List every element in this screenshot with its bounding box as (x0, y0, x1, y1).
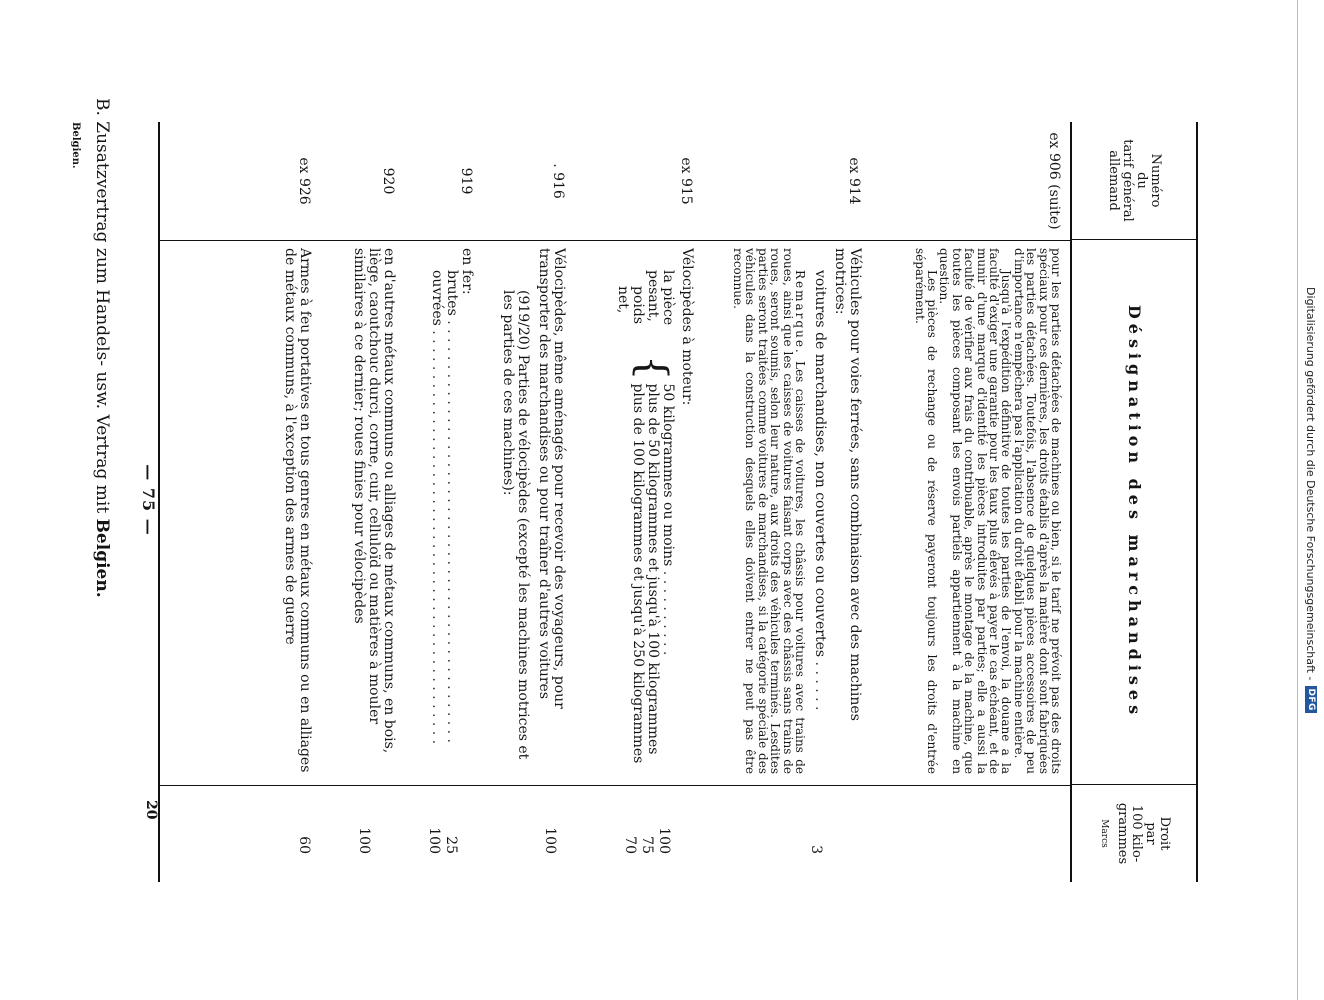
duty-values (425, 785, 459, 882)
item-title: en fer: (459, 248, 475, 295)
item-title: Véhicules pour voies ferrées, sans combinaison avec des machines motrices: (832, 248, 863, 721)
item-label: 50 kilogrammes ou moins (660, 383, 676, 567)
signature-mark: 20 (143, 800, 159, 820)
paragraph: Jusqu'à l'expédition définitive de toutes les parties de l'envoi, la douane a la faculté d'exiger une garantie pour les taux plus élevés à payer le cas échéant, et de munir d'une marque d'identité les pièces introduites par parties; elle a aussi la faculté de vérifier aux frais du contribuable, après le montage de la machine, que toutes les pièces composant les envois partiels appartiennent à la machine en question. (937, 248, 1014, 774)
brace-glyph: { (629, 355, 675, 381)
item-line: 50 kilogrammes ou moins . . . . . . . . . . (660, 383, 676, 656)
tariff-number: ex 915 (678, 157, 694, 205)
tariff-number: . 916 (550, 163, 566, 199)
watermark-text: Digitalisierung gefördert durch die Deutsche Forschungsgemeinschaft - (1304, 287, 1318, 681)
duty-value: 60 (296, 836, 312, 854)
lead-line: poids (630, 286, 646, 325)
item-label: voitures de marchandises, non couvertes ou couvertes (812, 270, 828, 658)
item-note: (919/20) Parties de vélocipèdes (excepté les machines motrices et les parties de ces machines): (500, 290, 531, 760)
designation-text: Armes à feu portatives en tous genres en métaux communs ou en alliages de métaux communs, à l'exception des armes de guerre (282, 248, 313, 773)
dfg-logo: DFG (1306, 688, 1316, 711)
item-label: plus de 100 kilogrammes et jusqu'à 250 kilogrammes (630, 383, 646, 764)
item-label: plus de 50 kilogrammes et jusqu'à 100 kilogrammes (645, 383, 661, 755)
header-duty-line: grammes (1115, 802, 1130, 865)
designation-text: en d'autres métaux communs ou alliages de métaux communs, en bois, liège, caoutchouc durci, corne, cuir, celluloïd ou matières à mouler similaires à ce dernier; roues finies pour vélocipèdes (351, 248, 397, 754)
header-tariff-number (1070, 122, 1196, 240)
page-number: — 75 — (139, 464, 158, 536)
running-head-country: Belgien. (92, 518, 112, 598)
tariff-number: ex 926 (296, 157, 312, 205)
duty-value: 75 (639, 836, 655, 854)
designation-text (615, 248, 694, 774)
item-text: Vélocipèdes, même aménagés pour recevoir des voyageurs, pour transporter des marchandises ou pour traîner d'autres voitures (536, 248, 567, 709)
running-head (86, 0, 112, 1000)
digitization-watermark (1297, 0, 1324, 1000)
duty-value: 25 (443, 836, 459, 854)
header-number-line: allemand (1106, 150, 1121, 211)
duty-value: 100 (656, 827, 672, 854)
header-designation-text: Désignation des marchandises (1125, 304, 1144, 720)
designation-text (429, 248, 474, 774)
brace-lead (615, 248, 675, 352)
paragraph: Les pièces de rechange ou de réserve payeront toujours les droits d'entrée séparément. (912, 248, 939, 774)
item-line: ouvrées . . . . . . . . . . . . . . . . . . . . . . . . . . . . . . . . . . . . . . . . . . . . . . . (429, 270, 445, 745)
lead-line: la pièce (660, 270, 676, 326)
remark (732, 248, 806, 774)
duty-values (621, 785, 672, 882)
footer-country: Belgien. (70, 122, 81, 169)
paragraph: pour les parties détachées de machines ou bien, si le tarif ne prévoit pas des droits spéciaux pour ces dernières, les droits établis d'après la matière dont sont fabriquées les parties détachées. Toutefois, l'absence de quelques pièces accessoires de peu d'importance n'empêchera pas l'application du droit établi pour la machine entière. (1011, 248, 1063, 774)
item-line: brutes . . . . . . . . . . . . . . . . . . . . . . . . . . . . . . . . . . . . . . . . . . . . . . . . (444, 270, 460, 743)
item-line (645, 383, 660, 763)
designation-text (913, 248, 1062, 774)
header-duty-unit: Marcs (1099, 819, 1109, 848)
brace-group (615, 248, 675, 774)
tariff-number: ex 906 (suite) (1046, 132, 1062, 230)
duty-value: 70 (622, 836, 638, 854)
item-line: voitures de marchandises, non couvertes ou couvertes . . . . . . (812, 270, 828, 711)
duty-value: 100 (542, 827, 558, 854)
header-duty-line: 100 kilo- (1129, 804, 1144, 863)
duty-value: 100 (356, 827, 372, 854)
item-label: brutes (444, 270, 460, 316)
item-title: Vélocipèdes à moteur: (679, 248, 695, 406)
tariff-number: 920 (380, 167, 396, 195)
brace-items (615, 383, 675, 763)
tariff-table (158, 122, 1198, 882)
item-line (630, 383, 645, 763)
header-number-line: tarif général (1120, 139, 1135, 222)
header-designation (1070, 240, 1196, 785)
designation-text (500, 248, 566, 774)
header-number-line: du (1134, 172, 1149, 189)
duty-value: 100 (426, 827, 442, 854)
item-label: ouvrées (429, 270, 445, 326)
header-duty-line: par (1143, 822, 1158, 845)
remark-text: Les caisses de voitures, les châssis pour voitures avec trains de roues, ainsi que les caisses de voitures faisant corps avec des châssis sans trains de roues, seront soumis, selon leur nature, aux droits des véhicules terminés. Lesdites parties seront traitées comme voitures de marchandises, si la catégorie spéciale des véhicules dans la construction desquels elles doivent entrer ne peut pas être reconnue. (730, 248, 807, 774)
lead-line: net, (615, 286, 631, 314)
column-divider (160, 240, 1070, 241)
header-duty-line: Droit (1157, 816, 1172, 851)
header-number-line: Numéro (1148, 153, 1163, 208)
running-head-text: B. Zusatzvertrag zum Handels- usw. Vertrag mit (92, 98, 112, 514)
header-duty (1070, 785, 1196, 882)
lead-line: pesant, (645, 270, 661, 322)
duty-value: 3 (808, 845, 824, 854)
designation-text (732, 248, 862, 774)
tariff-number: ex 914 (846, 157, 862, 205)
remark-label: Remarque. (793, 270, 807, 355)
tariff-number: 919 (458, 167, 474, 195)
